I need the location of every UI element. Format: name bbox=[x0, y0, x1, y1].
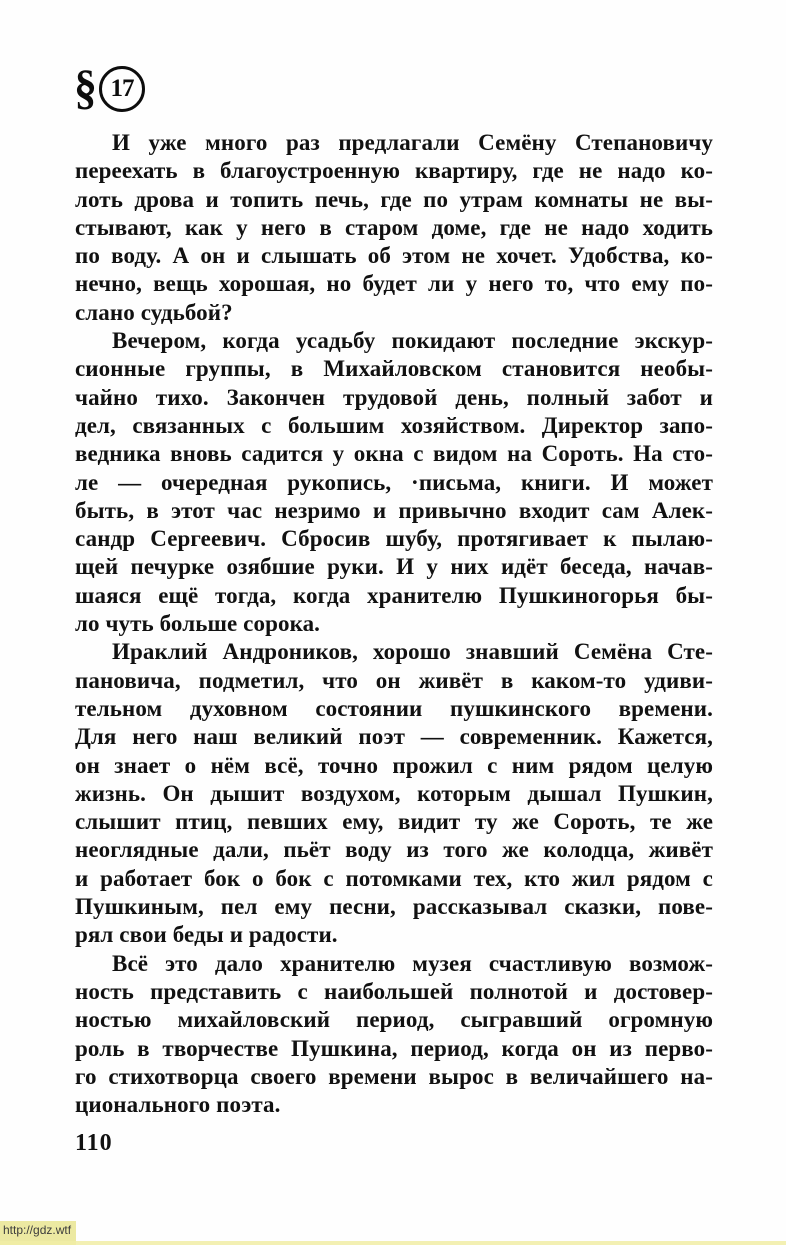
text-line: сандр Сергеевич. Сбросив шубу, протягивает к пылаю- bbox=[75, 526, 713, 552]
text-line: нечно, вещь хорошая, но будет ли у него то, что ему по- bbox=[75, 271, 713, 297]
text-line: слано судьбой? bbox=[75, 299, 233, 325]
paragraph bbox=[75, 327, 713, 638]
text-block bbox=[75, 129, 713, 1119]
text-line: неоглядные дали, пьёт воду из того же колодца, живёт bbox=[75, 837, 713, 863]
text-line: тельном духовном состоянии пушкинского времени. bbox=[75, 695, 713, 721]
text-line: ностью михайловский период, сыгравший огромную bbox=[75, 1007, 713, 1033]
text-line: он знает о нём всё, точно прожил с ним рядом целую bbox=[75, 752, 713, 778]
text-line: ведника вновь садится у окна с видом на Сороть. На сто- bbox=[75, 441, 713, 467]
text-line: Для него наш великий поэт — современник. Кажется, bbox=[75, 724, 713, 750]
paragraph bbox=[75, 638, 713, 949]
text-line: щей печурке озябшие руки. И у них идёт беседа, начав- bbox=[75, 554, 713, 580]
text-line: Вечером, когда усадьбу покидают последние экскур- bbox=[112, 328, 713, 354]
text-line: пановича, подметил, что он живёт в каком-то удиви- bbox=[75, 667, 713, 693]
text-line: сионные группы, в Михайловском становится необы- bbox=[75, 356, 713, 382]
text-line: и работает бок о бок с потомками тех, кто жил рядом с bbox=[75, 865, 713, 891]
text-line: рял свои беды и радости. bbox=[75, 922, 338, 948]
text-line: ционального поэта. bbox=[75, 1092, 281, 1118]
section-number-circle bbox=[99, 66, 145, 112]
watermark: http://gdz.wtf bbox=[0, 1221, 76, 1245]
text-line: Ираклий Андроников, хорошо знавший Семёна Сте- bbox=[112, 639, 713, 665]
text-line: го стихотворца своего времени вырос в величайшего на- bbox=[75, 1063, 713, 1089]
section-symbol: § bbox=[74, 60, 97, 115]
section-header bbox=[74, 60, 145, 115]
text-line: лоть дрова и топить печь, где по утрам комнаты не вы- bbox=[75, 186, 713, 212]
text-line: жизнь. Он дышит воздухом, которым дышал Пушкин, bbox=[75, 780, 713, 806]
text-line: переехать в благоустроенную квартиру, где не надо ко- bbox=[75, 158, 713, 184]
text-line: ле — очередная рукопись, ·письма, книги. И может bbox=[75, 469, 713, 495]
text-line: шаяся ещё тогда, когда хранителю Пушкиногорья бы- bbox=[75, 582, 713, 608]
text-line: роль в творчестве Пушкина, период, когда он из перво- bbox=[75, 1035, 713, 1061]
bottom-edge-strip bbox=[0, 1241, 786, 1245]
text-line: по воду. А он и слышать об этом не хочет. Удобства, ко- bbox=[75, 243, 713, 269]
text-line: слышит птиц, певших ему, видит ту же Сороть, те же bbox=[75, 809, 713, 835]
text-line: Всё это дало хранителю музея счастливую возмож- bbox=[112, 950, 713, 976]
text-line: стывают, как у него в старом доме, где не надо ходить bbox=[75, 214, 713, 240]
text-line: И уже много раз предлагали Семёну Степановичу bbox=[112, 130, 713, 155]
text-line: дел, связанных с большим хозяйством. Директор запо- bbox=[75, 412, 713, 438]
section-number: 17 bbox=[110, 75, 134, 102]
text-line: быть, в этот час незримо и привычно входит сам Алек- bbox=[75, 497, 713, 523]
text-line: Пушкиным, пел ему песни, рассказывал сказки, пове- bbox=[75, 894, 713, 920]
page-number: 110 bbox=[75, 1130, 113, 1156]
text-line: чайно тихо. Закончен трудовой день, полный забот и bbox=[75, 384, 713, 410]
paragraph bbox=[75, 129, 713, 327]
text-line: ность представить с наибольшей полнотой и достовер- bbox=[75, 978, 713, 1004]
text-line: ло чуть больше сорока. bbox=[75, 611, 321, 637]
paragraph bbox=[75, 950, 713, 1120]
